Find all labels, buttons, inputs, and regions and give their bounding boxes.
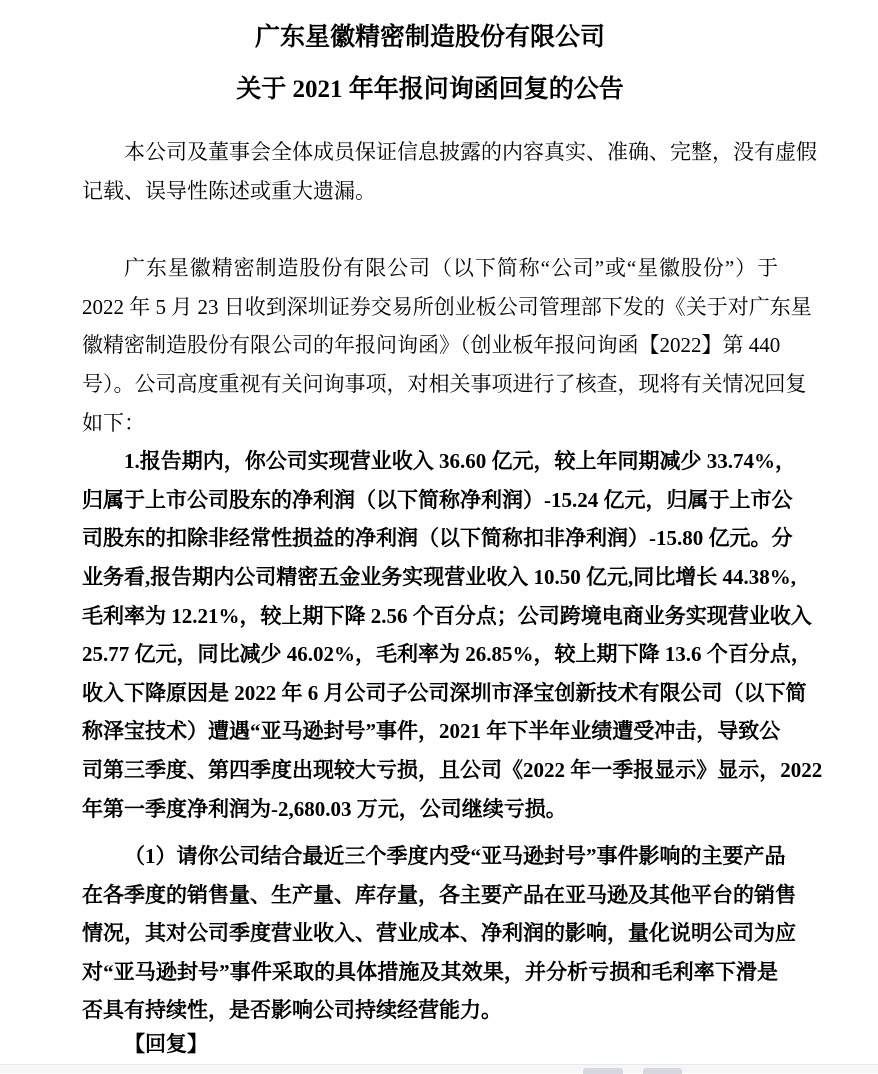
text-line: 毛利率为 12.21%，较上期下降 2.56 个百分点；公司跨境电商业务实现营业收入 bbox=[82, 603, 812, 628]
bottom-bar-button-2[interactable] bbox=[643, 1068, 682, 1074]
board-statement-paragraph bbox=[82, 133, 817, 210]
text-line: 司第三季度、第四季度出现较大亏损，且公司《2022 年一季报显示》显示，2022 bbox=[82, 757, 823, 782]
text-line: 1.报告期内，你公司实现营业收入 36.60 亿元，较上年同期减少 33.74%， bbox=[124, 449, 796, 474]
text-line: 司股东的扣除非经常性损益的净利润（以下简称扣非净利润）-15.80 亿元。分 bbox=[82, 526, 793, 551]
announcement-document bbox=[82, 0, 823, 1064]
text-line: 否具有持续性，是否影响公司持续经营能力。 bbox=[82, 998, 502, 1023]
intro-paragraph bbox=[82, 249, 812, 442]
bottom-bar-button-1[interactable] bbox=[583, 1068, 623, 1074]
text-line: 25.77 亿元，同比减少 46.02%，毛利率为 26.85%，较上期下降 13.6 个百分点， bbox=[82, 642, 812, 667]
text-line: 称泽宝技术）遭遇“亚马逊封号”事件，2021 年下半年业绩遭受冲击，导致公 bbox=[82, 719, 781, 744]
viewer-bottom-bar bbox=[0, 1064, 878, 1073]
text-line: 本公司及董事会全体成员保证信息披露的内容真实、准确、完整，没有虚假 bbox=[124, 140, 817, 164]
text-line: 年第一季度净利润为-2,680.03 万元，公司继续亏损。 bbox=[82, 796, 567, 821]
question-1-paragraph bbox=[82, 442, 823, 828]
text-line: 广东星徽精密制造股份有限公司（以下简称“公司”或“星徽股份”）于 bbox=[124, 256, 778, 281]
company-name-title: 广东星徽精密制造股份有限公司 bbox=[254, 24, 605, 51]
reply-label bbox=[82, 1025, 778, 1064]
text-line: 记载、误导性陈述或重大遗漏。 bbox=[82, 178, 376, 203]
text-line: （1）请你公司结合最近三个季度内受“亚马逊封号”事件影响的主要产品 bbox=[124, 844, 786, 869]
text-line: 徽精密制造股份有限公司的年报问询函》（创业板年报问询函【2022】第 440 bbox=[82, 333, 781, 358]
text-line: 收入下降原因是 2022 年 6 月公司子公司深圳市泽宝创新技术有限公司（以下简 bbox=[82, 680, 807, 705]
question-1-item-1-paragraph bbox=[82, 837, 796, 1030]
reply-label-text: 【回复】 bbox=[124, 1032, 208, 1057]
text-line: 业务看,报告期内公司精密五金业务实现营业收入 10.50 亿元,同比增长 44.38%, bbox=[82, 564, 796, 589]
text-line: 号）。公司高度重视有关问询事项，对相关事项进行了核查，现将有关情况回复 bbox=[82, 371, 807, 396]
text-line: 情况，其对公司季度营业收入、营业成本、净利润的影响，量化说明公司为应 bbox=[82, 921, 796, 946]
text-line: 2022 年 5 月 23 日收到深圳证券交易所创业板公司管理部下发的《关于对广东星 bbox=[82, 294, 812, 319]
text-line: 对“亚马逊封号”事件采取的具体措施及其效果，并分析亏损和毛利率下滑是 bbox=[82, 959, 778, 984]
text-line: 如下： bbox=[82, 410, 145, 435]
text-line: 在各季度的销售量、生产量、库存量，各主要产品在亚马逊及其他平台的销售 bbox=[82, 882, 796, 907]
announcement-title: 关于 2021 年年报问询函回复的公告 bbox=[236, 76, 624, 103]
text-line: 归属于上市公司股东的净利润（以下简称净利润）-15.24 亿元，归属于上市公 bbox=[82, 487, 793, 512]
